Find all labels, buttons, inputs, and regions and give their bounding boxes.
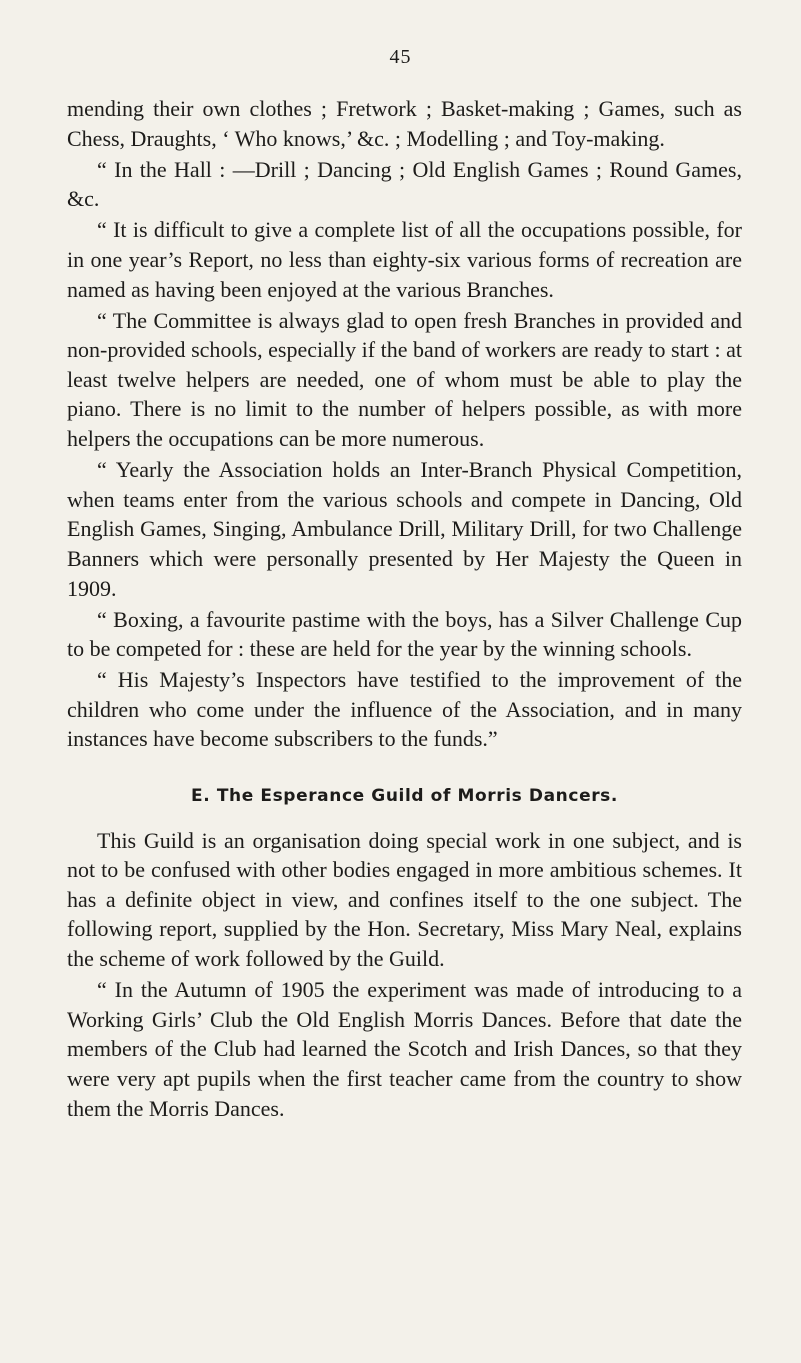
page-number: 45	[389, 46, 412, 68]
paragraph: “ The Committee is always glad to open fresh Branches in provided and non-provided schools, especially if the band of workers are ready to start : at least twelve helpers are needed, one of whom must be able to play the piano. There is no limit to the number of helpers possible, as with more helpers the occupations can be more numerous.	[67, 307, 742, 452]
section-heading: E. The Esperance Guild of Morris Dancers.	[191, 786, 618, 807]
paragraph: “ In the Autumn of 1905 the experiment was made of introducing to a Working Girls’ Club the Old English Morris Dances. Before that date the members of the Club had learned the Scotch and Irish Dances, so that they were very apt pupils when the first teacher came from the country to show them the Morris Dances.	[67, 977, 742, 1121]
paragraph: “ Yearly the Association holds an Inter-Branch Physical Competition, when teams enter from the various schools and compete in Dancing, Old English Games, Singing, Ambulance Drill, Military Drill, for two Challenge Banners which were personally presented by Her Majesty the Queen in 1909.	[67, 457, 742, 601]
paragraph: “ Boxing, a favourite pastime with the boys, has a Silver Challenge Cup to be competed for : these are held for the year by the winning schools.	[67, 606, 742, 662]
body-text	[67, 94, 742, 1125]
paragraph: “ In the Hall : —Drill ; Dancing ; Old English Games ; Round Games, &c.	[67, 156, 742, 212]
paragraph: “ His Majesty’s Inspectors have testified to the improvement of the children who come under the influence of the Association, and in many instances have become subscribers to the funds.”	[67, 667, 742, 752]
paragraph: mending their own clothes ; Fretwork ; Basket-making ; Games, such as Chess, Draughts, ‘ Who knows,’ &c. ; Modelling ; and Toy-making.	[67, 96, 742, 151]
paragraph: This Guild is an organisation doing special work in one subject, and is not to be confused with other bodies engaged in more ambitious schemes. It has a definite object in view, and confines itself to the one subject. The following report, supplied by the Hon. Secretary, Miss Mary Neal, explains the scheme of work followed by the Guild.	[67, 827, 742, 972]
paragraph: “ It is difficult to give a complete list of all the occupations possible, for in one year’s Report, no less than eighty-six various forms of recreation are named as having been enjoyed at the various Branches.	[67, 217, 742, 302]
